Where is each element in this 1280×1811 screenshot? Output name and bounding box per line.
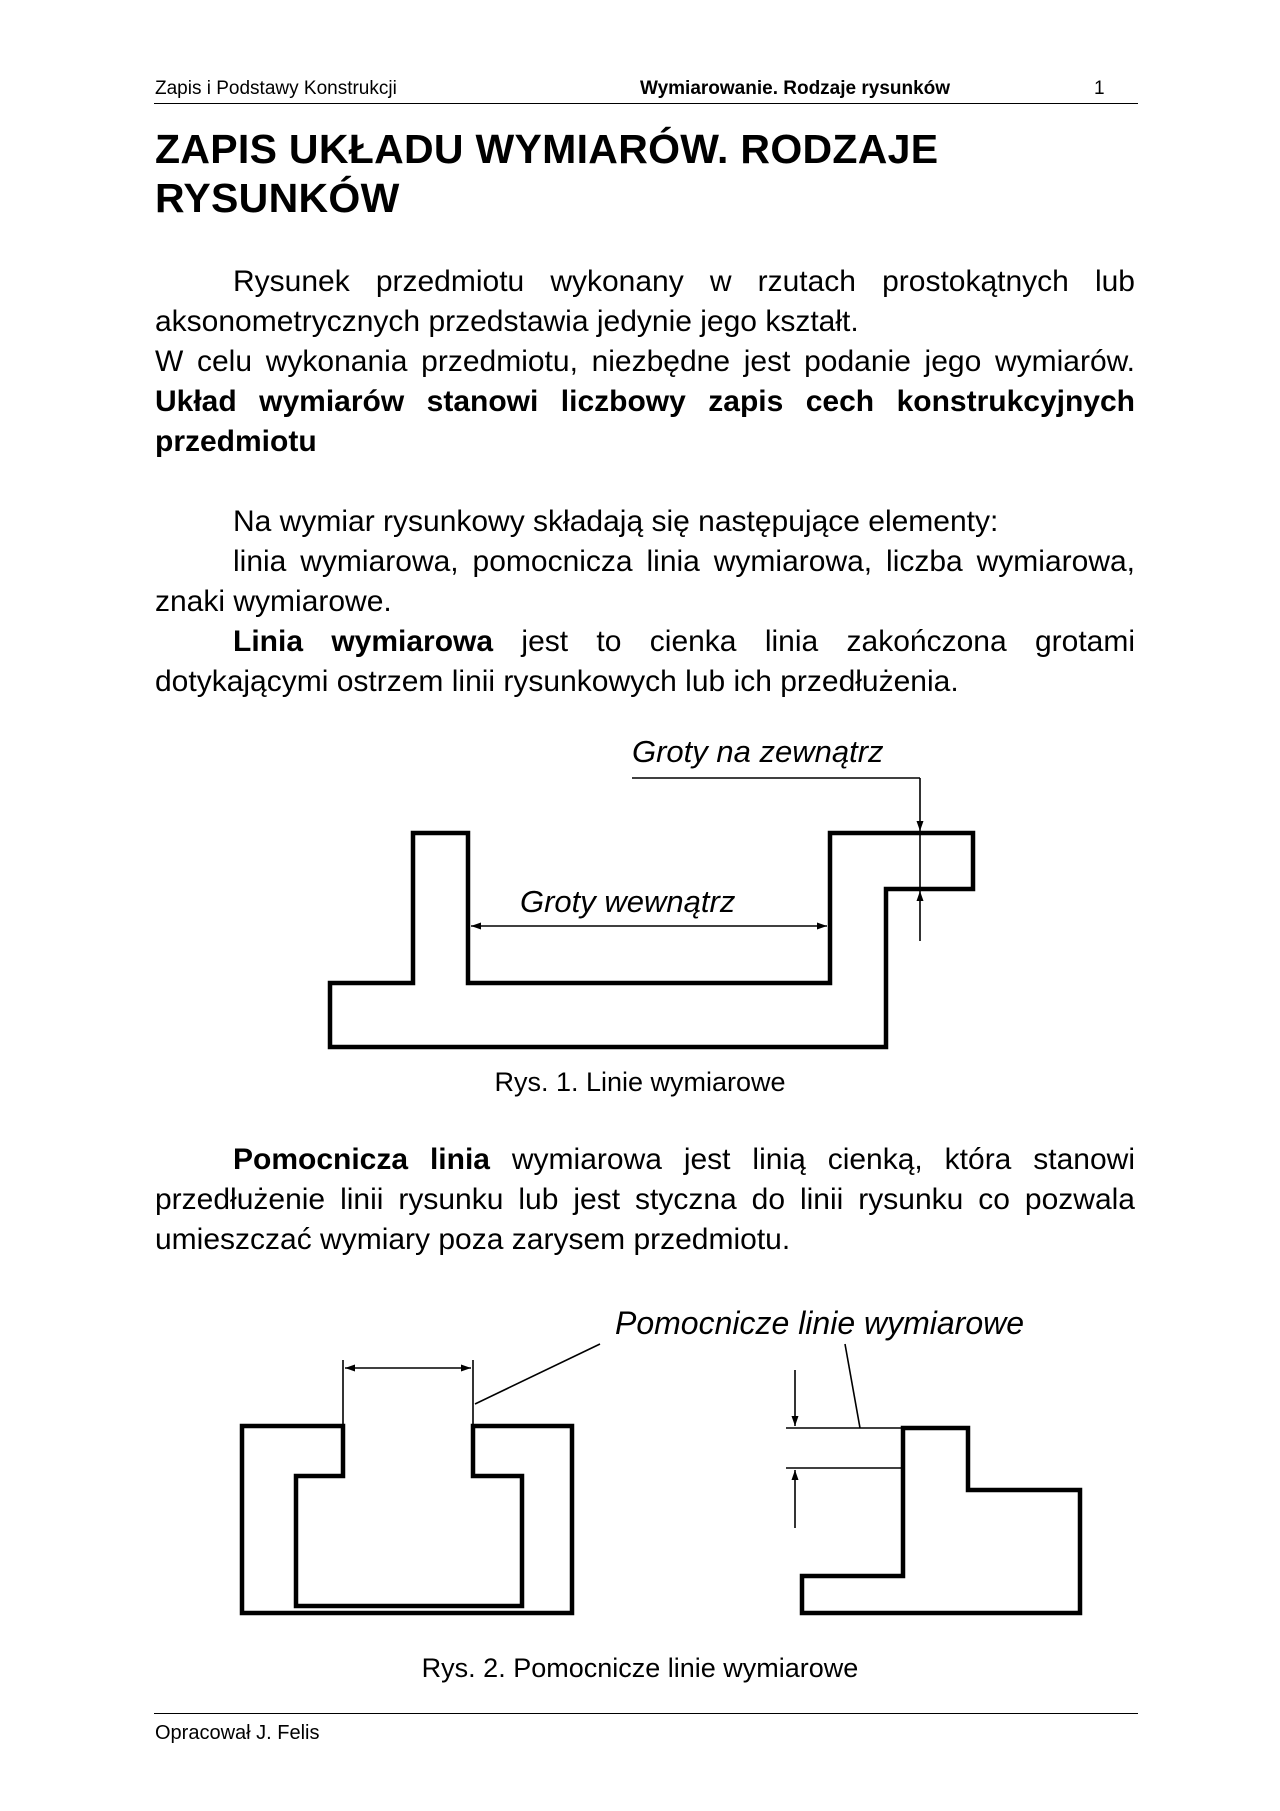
figure-2-right-part: [802, 1428, 1080, 1533]
figure-2-right-l-shape: [802, 1428, 1080, 1613]
figure-2-right-solid: [802, 1429, 1080, 1532]
figure-1-label-inside: Groty wewnątrz: [520, 884, 736, 919]
figure-1-caption: Rys. 1. Linie wymiarowe: [494, 1067, 786, 1097]
figure-2-left-part-outer: [242, 1426, 572, 1613]
dimension-line-text: jest to cienka linia zakończona grotami dotykającymi ostrzem linii rysunkowych lub ich przedłużenia.: [155, 625, 1135, 698]
figure-2-leader-left: [475, 1344, 600, 1404]
header-rule: [154, 103, 1138, 104]
auxiliary-line-term: Pomocnicza linia: [233, 1143, 490, 1176]
elements-list: linia wymiarowa, pomocnicza linia wymiarowa, liczba wymiarowa, znaki wymiarowe.: [155, 545, 1135, 618]
intro-paragraph-2: [155, 342, 1135, 462]
figure-2-right-outline-final: [802, 1429, 1080, 1533]
figure-2-right-shape: [903, 1429, 970, 1490]
intro-text: W celu wykonania przedmiotu, niezbędne jest podanie jego wymiarów.: [155, 345, 1135, 378]
figure-2-right-part-outline: [903, 1428, 1083, 1535]
section-elements: [155, 502, 1135, 702]
figure-2-leader-right: [845, 1344, 860, 1428]
auxiliary-line-definition: [155, 1140, 1135, 1260]
figure-2-auxiliary-lines: [0, 1300, 1280, 1630]
figure-1-label-outside: Groty na zewnątrz: [632, 734, 884, 769]
dimension-line-term: Linia wymiarowa: [233, 625, 494, 658]
footer-author: Opracował J. Felis: [155, 1722, 320, 1744]
figure-2-right-drawn: [802, 1429, 1080, 1533]
section-intro: [155, 262, 1135, 462]
figure-1-part-outline: [330, 833, 973, 1047]
dimension-line-definition: [155, 622, 1135, 702]
header-chapter-title: Wymiarowanie. Rodzaje rysunków: [640, 78, 951, 99]
figure-2-label: Pomocnicze linie wymiarowe: [615, 1305, 1025, 1341]
section-auxiliary: [155, 1140, 1135, 1260]
header-document-title: Zapis i Podstawy Konstrukcji: [155, 78, 397, 99]
intro-paragraph-1: Rysunek przedmiotu wykonany w rzutach prostokątnych lub aksonometrycznych przedstawia jedynie jego kształt.: [155, 265, 1135, 338]
figure-1-dimension-lines: [0, 720, 1280, 1060]
elements-intro: Na wymiar rysunkowy składają się następujące elementy:: [233, 505, 999, 538]
page-title: ZAPIS UKŁADU WYMIARÓW. RODZAJE RYSUNKÓW: [155, 126, 939, 222]
header-page-number: 1: [1094, 78, 1105, 99]
auxiliary-line-text: wymiarowa jest linią cienką, która stanowi przedłużenie linii rysunku lub jest styczna do linii rysunku co pozwala umieszczać wymiary poza zarysem przedmiotu.: [155, 1143, 1135, 1256]
figure-2-caption: Rys. 2. Pomocnicze linie wymiarowe: [421, 1653, 859, 1683]
intro-bold-definition: Układ wymiarów stanowi liczbowy zapis cech konstrukcyjnych przedmiotu: [155, 385, 1135, 458]
footer-rule: [154, 1713, 1138, 1714]
